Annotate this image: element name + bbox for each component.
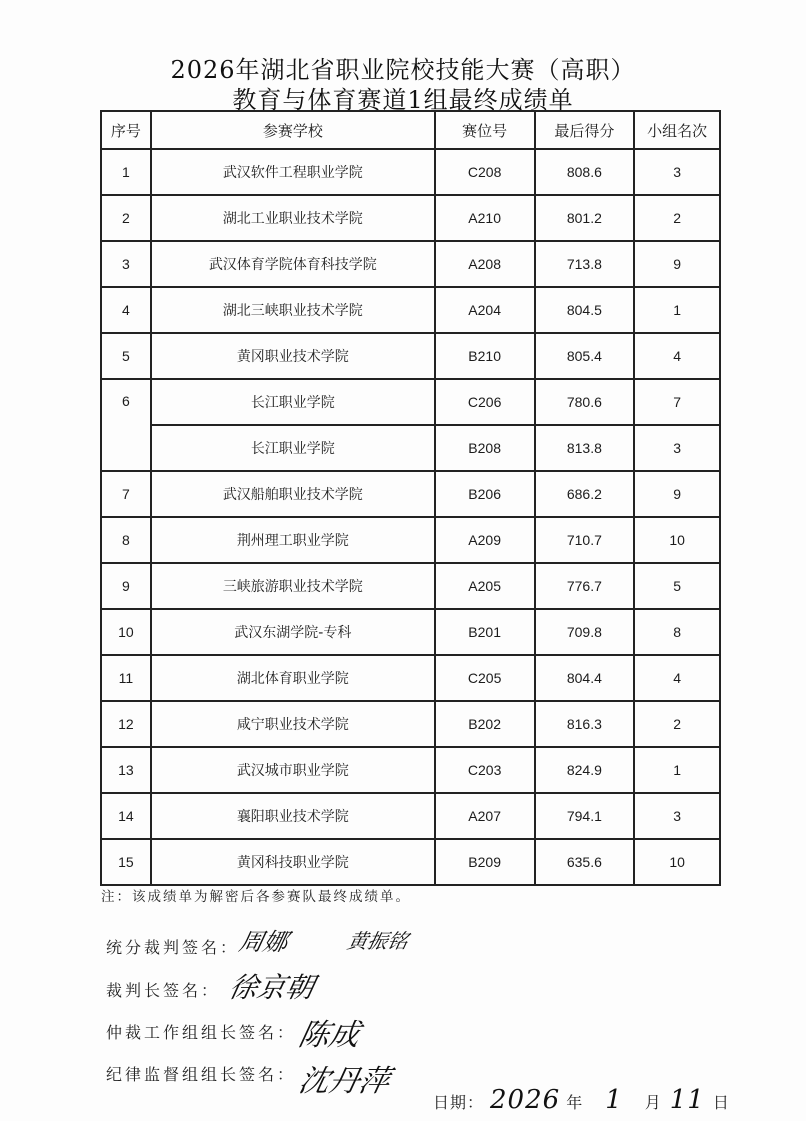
cell-school: 三峡旅游职业技术学院: [151, 563, 435, 609]
cell-score: 816.3: [535, 701, 635, 747]
table-header-row: [101, 111, 720, 149]
cell-rank: 10: [634, 839, 720, 885]
cell-seq: 15: [101, 839, 151, 885]
table-row: [101, 241, 720, 287]
table-row: [101, 701, 720, 747]
cell-seq: 6: [101, 379, 151, 471]
date-row: [433, 1085, 730, 1115]
chief-referee-signature: 徐京朝: [226, 971, 318, 1004]
cell-school: 荆州理工职业学院: [151, 517, 435, 563]
cell-rank: 5: [634, 563, 720, 609]
cell-rank: 7: [634, 379, 720, 425]
cell-school: 湖北三峡职业技术学院: [151, 287, 435, 333]
table-row: [101, 333, 720, 379]
date-year-unit: 年: [566, 1093, 584, 1112]
cell-seq: 11: [101, 655, 151, 701]
table-row: [101, 425, 720, 471]
cell-rank: 2: [634, 195, 720, 241]
cell-seat: B208: [435, 425, 535, 471]
header-score: 最后得分: [535, 111, 635, 149]
cell-seat: C208: [435, 149, 535, 195]
cell-seat: A204: [435, 287, 535, 333]
header-school: 参赛学校: [151, 111, 435, 149]
date-day: 11: [669, 1085, 705, 1115]
table-row: [101, 793, 720, 839]
cell-seat: A210: [435, 195, 535, 241]
cell-seq: 8: [101, 517, 151, 563]
cell-seq: 4: [101, 287, 151, 333]
cell-rank: 10: [634, 517, 720, 563]
cell-seq: 12: [101, 701, 151, 747]
cell-seq: 2: [101, 195, 151, 241]
date-month-unit: 月: [644, 1093, 662, 1112]
cell-score: 804.5: [535, 287, 635, 333]
cell-score: 709.8: [535, 609, 635, 655]
table-row: [101, 517, 720, 563]
cell-school: 黄冈科技职业学院: [151, 839, 435, 885]
header-seq: 序号: [101, 111, 151, 149]
cell-score: 804.4: [535, 655, 635, 701]
cell-rank: 4: [634, 333, 720, 379]
cell-rank: 8: [634, 609, 720, 655]
results-table: [100, 110, 721, 886]
cell-score: 713.8: [535, 241, 635, 287]
discipline-leader-label: 纪律监督组组长签名：: [106, 1065, 297, 1084]
discipline-leader-signature: 沈丹萍: [295, 1064, 393, 1099]
cell-seq: 5: [101, 333, 151, 379]
cell-score: 776.7: [535, 563, 635, 609]
cell-score: 808.6: [535, 149, 635, 195]
cell-seq: 7: [101, 471, 151, 517]
cell-rank: 3: [634, 149, 720, 195]
cell-rank: 2: [634, 701, 720, 747]
cell-seat: B210: [435, 333, 535, 379]
cell-school: 武汉船舶职业技术学院: [151, 471, 435, 517]
cell-seq: 1: [101, 149, 151, 195]
cell-seq: 10: [101, 609, 151, 655]
cell-seat: B206: [435, 471, 535, 517]
cell-seat: B209: [435, 839, 535, 885]
cell-seat: B202: [435, 701, 535, 747]
date-day-unit: 日: [712, 1093, 730, 1112]
cell-score: 813.8: [535, 425, 635, 471]
cell-seq: 3: [101, 241, 151, 287]
table-row: [101, 149, 720, 195]
table-row: [101, 747, 720, 793]
document-title-line2: 教育与体育赛道1组最终成绩单: [232, 86, 574, 114]
cell-rank: 9: [634, 471, 720, 517]
cell-seat: A207: [435, 793, 535, 839]
cell-school: 武汉体育学院体育科技学院: [151, 241, 435, 287]
cell-score: 686.2: [535, 471, 635, 517]
cell-score: 805.4: [535, 333, 635, 379]
cell-seat: C203: [435, 747, 535, 793]
cell-seat: C206: [435, 379, 535, 425]
date-month: 1: [605, 1085, 623, 1115]
cell-score: 794.1: [535, 793, 635, 839]
cell-score: 710.7: [535, 517, 635, 563]
table-row: [101, 195, 720, 241]
scoring-referee-signature-1: 周娜: [236, 928, 291, 956]
cell-seq: 14: [101, 793, 151, 839]
table-row: [101, 839, 720, 885]
cell-score: 801.2: [535, 195, 635, 241]
cell-seat: A205: [435, 563, 535, 609]
cell-school: 长江职业学院: [151, 425, 435, 471]
table-row: [101, 655, 720, 701]
scoring-referee-label: 统分裁判签名：: [106, 938, 240, 957]
cell-school: 黄冈职业技术学院: [151, 333, 435, 379]
cell-school: 武汉东湖学院-专科: [151, 609, 435, 655]
table-row: [101, 563, 720, 609]
arbitration-leader-signature: 陈成: [295, 1018, 363, 1053]
cell-rank: 1: [634, 747, 720, 793]
cell-rank: 3: [634, 425, 720, 471]
date-label: 日期：: [433, 1093, 485, 1112]
table-row: [101, 471, 720, 517]
cell-school: 武汉城市职业学院: [151, 747, 435, 793]
cell-seq: 13: [101, 747, 151, 793]
scoring-referee-signature-2: 黄振铭: [345, 929, 411, 953]
cell-seat: B201: [435, 609, 535, 655]
document-title-line1: 2026年湖北省职业院校技能大赛（高职）: [170, 56, 636, 84]
cell-rank: 9: [634, 241, 720, 287]
cell-school: 长江职业学院: [151, 379, 435, 425]
cell-seq: 9: [101, 563, 151, 609]
cell-score: 824.9: [535, 747, 635, 793]
cell-seat: A208: [435, 241, 535, 287]
cell-score: 635.6: [535, 839, 635, 885]
table-row: [101, 609, 720, 655]
chief-referee-label: 裁判长签名：: [106, 981, 221, 1000]
footnote: 注：该成绩单为解密后各参赛队最终成绩单。: [101, 889, 411, 905]
header-seat: 赛位号: [435, 111, 535, 149]
cell-school: 武汉软件工程职业学院: [151, 149, 435, 195]
cell-rank: 3: [634, 793, 720, 839]
cell-school: 襄阳职业技术学院: [151, 793, 435, 839]
cell-school: 湖北工业职业技术学院: [151, 195, 435, 241]
arbitration-leader-label: 仲裁工作组组长签名：: [106, 1023, 297, 1042]
table-row: [101, 287, 720, 333]
cell-seat: C205: [435, 655, 535, 701]
cell-rank: 1: [634, 287, 720, 333]
cell-school: 湖北体育职业学院: [151, 655, 435, 701]
cell-rank: 4: [634, 655, 720, 701]
cell-school: 咸宁职业技术学院: [151, 701, 435, 747]
header-rank: 小组名次: [634, 111, 720, 149]
date-year: 2026: [490, 1085, 561, 1115]
table-row: [101, 379, 720, 425]
cell-score: 780.6: [535, 379, 635, 425]
cell-seat: A209: [435, 517, 535, 563]
